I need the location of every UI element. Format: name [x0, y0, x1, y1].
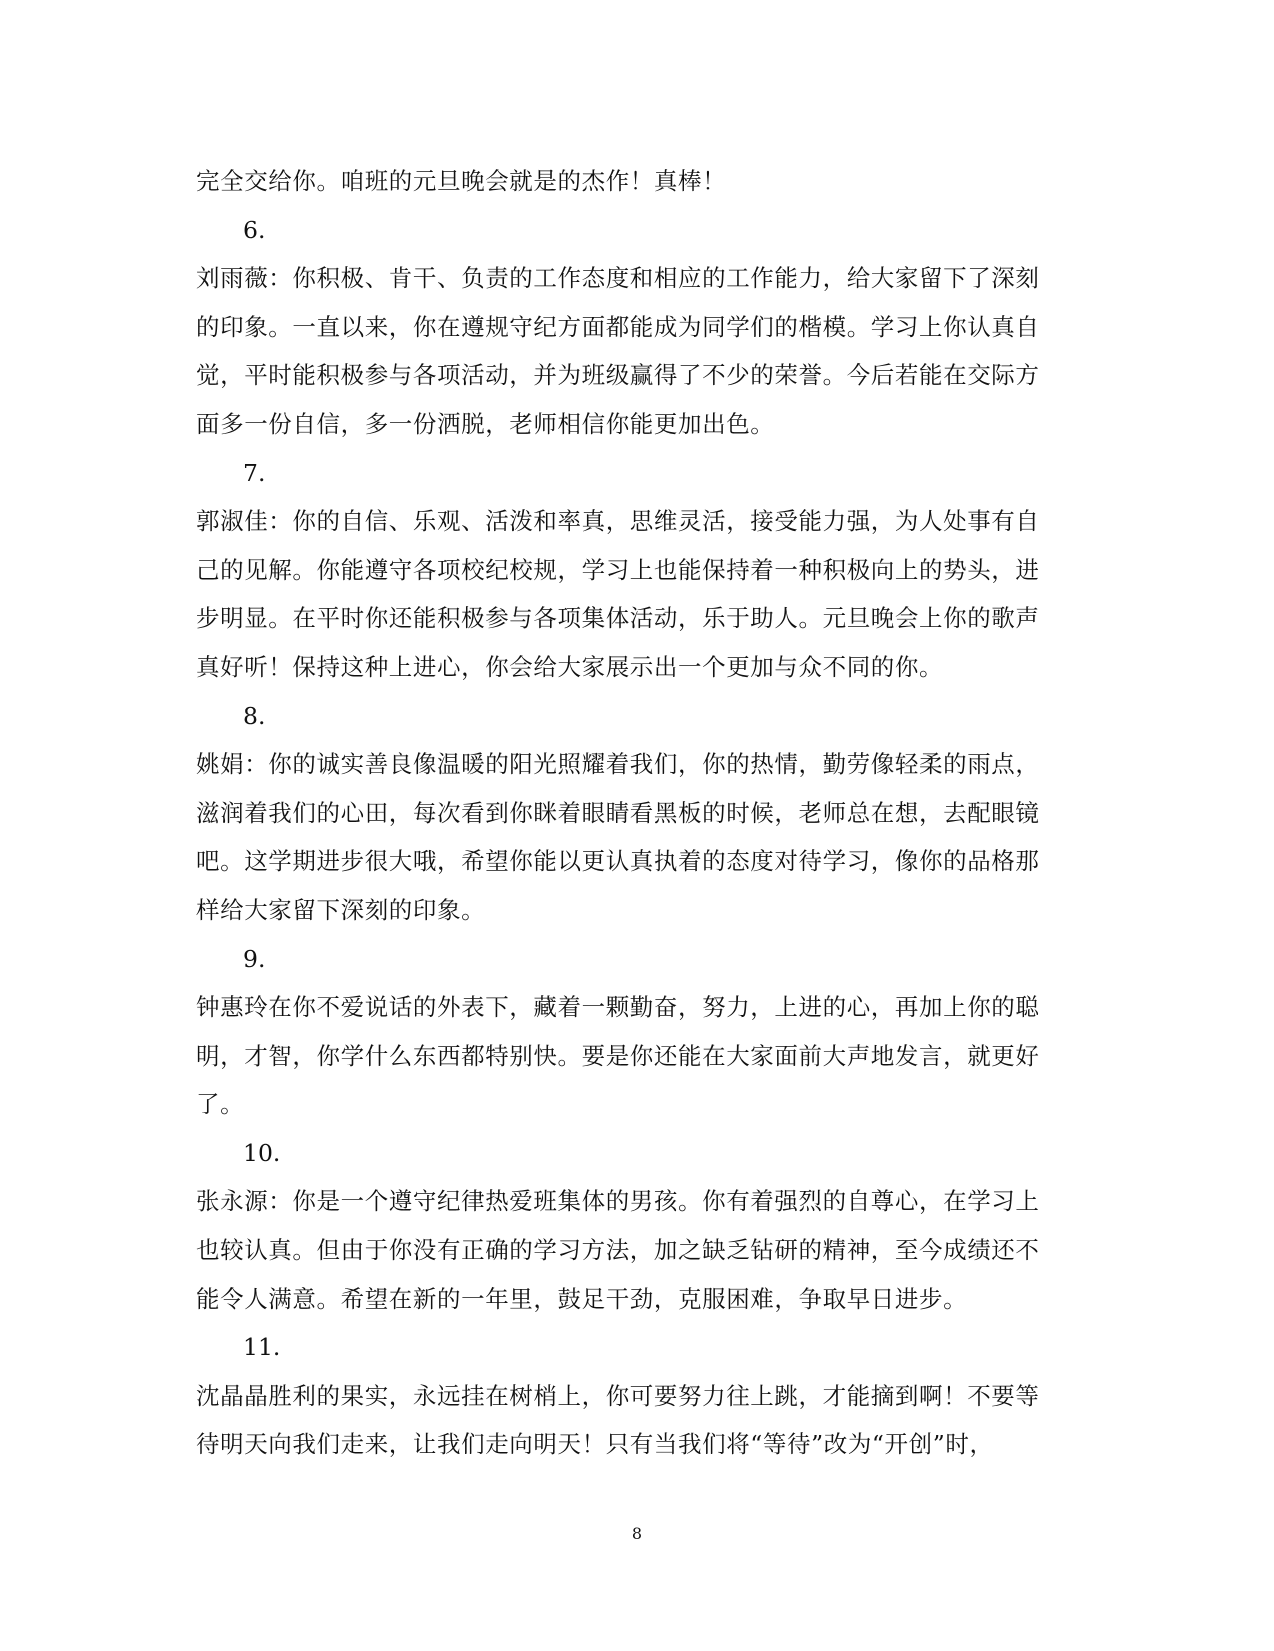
text-line: 能令人满意。希望在新的一年里，鼓足干劲，克服困难，争取早日进步。: [196, 1284, 968, 1313]
text-line: 郭淑佳：你的自信、乐观、活泼和率真，思维灵活，接受能力强，为人处事有自: [196, 507, 1040, 536]
text-line: 滋润着我们的心田，每次看到你眯着眼睛看黑板的时候，老师总在想，去配眼镜: [196, 798, 1040, 827]
text-line: 了。: [196, 1090, 245, 1119]
text-line: 吧。这学期进步很大哦，希望你能以更认真执着的态度对待学习，像你的品格那: [196, 847, 1040, 876]
text-line: 面多一份自信，多一份洒脱，老师相信你能更加出色。: [196, 409, 775, 438]
item-number: 6.: [243, 215, 266, 244]
item-number: 8.: [243, 701, 266, 730]
item-number: 10.: [243, 1138, 281, 1167]
text-line: 也较认真。但由于你没有正确的学习方法，加之缺乏钻研的精神，至今成绩还不: [196, 1236, 1040, 1265]
text-line: 张永源：你是一个遵守纪律热爱班集体的男孩。你有着强烈的自尊心，在学习上: [196, 1187, 1040, 1216]
text-line: 完全交给你。咱班的元旦晚会就是的杰作！真棒！: [196, 167, 727, 195]
text-line: 的印象。一直以来，你在遵规守纪方面都能成为同学们的楷模。学习上你认真自: [196, 312, 1040, 341]
text-line: 待明天向我们走来，让我们走向明天！只有当我们将“等待”改为“开创”时，: [196, 1430, 994, 1459]
text-line: 钟惠玲在你不爱说话的外表下，藏着一颗勤奋，努力，上进的心，再加上你的聪: [196, 993, 1040, 1022]
text-line: 沈晶晶胜利的果实，永远挂在树梢上，你可要努力往上跳，才能摘到啊！不要等: [196, 1381, 1040, 1410]
item-number: 7.: [243, 458, 266, 487]
text-line: 刘雨薇：你积极、肯干、负责的工作态度和相应的工作能力，给大家留下了深刻: [196, 264, 1040, 293]
text-line: 觉，平时能积极参与各项活动，并为班级赢得了不少的荣誉。今后若能在交际方: [196, 361, 1040, 390]
item-number: 11.: [243, 1333, 281, 1362]
document-body: [196, 157, 1074, 1469]
text-line: 步明显。在平时你还能积极参与各项集体活动，乐于助人。元旦晚会上你的歌声: [196, 604, 1040, 633]
page-number: 8: [631, 1524, 643, 1543]
text-line: 明，才智，你学什么东西都特别快。要是你还能在大家面前大声地发言，就更好: [196, 1041, 1040, 1070]
item-number: 9.: [243, 944, 266, 973]
text-line: 姚娟：你的诚实善良像温暖的阳光照耀着我们，你的热情，勤劳像轻柔的雨点，: [196, 750, 1040, 779]
text-line: 样给大家留下深刻的印象。: [196, 895, 486, 924]
text-line: 己的见解。你能遵守各项校纪校规，学习上也能保持着一种积极向上的势头，进: [196, 555, 1040, 584]
text-line: 真好听！保持这种上进心，你会给大家展示出一个更加与众不同的你。: [196, 652, 944, 681]
